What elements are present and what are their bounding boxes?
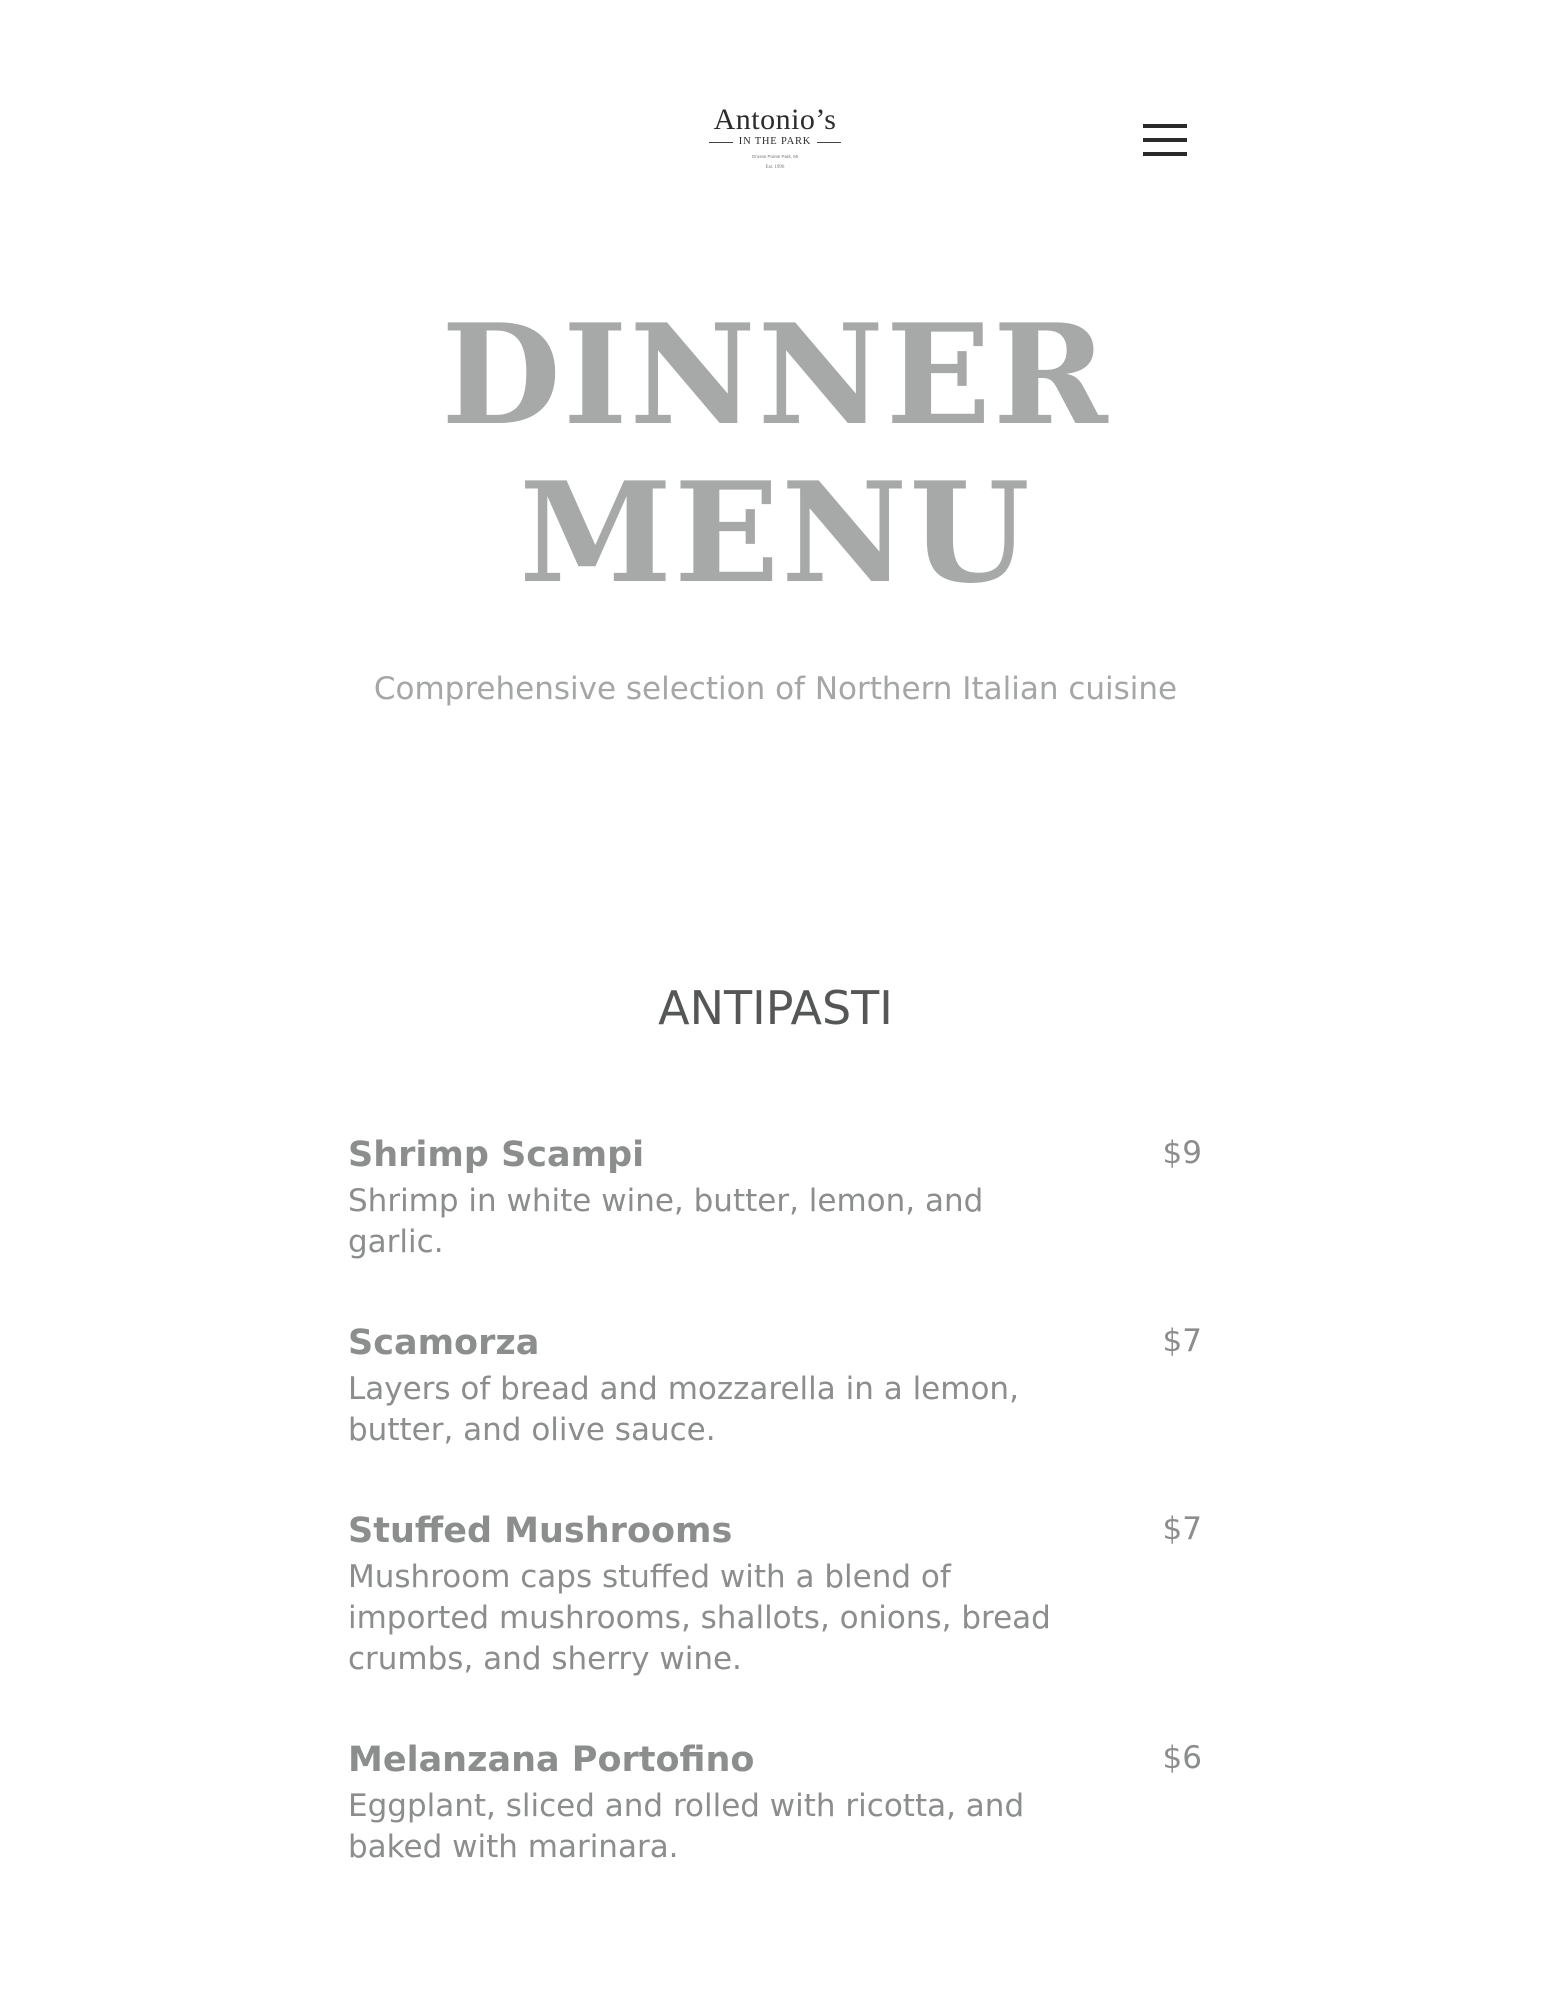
menu-item (348, 1507, 1202, 1680)
logo-divider-right (817, 142, 841, 143)
logo-subtitle-row (690, 136, 860, 148)
menu-item-name: Melanzana Portofino (348, 1740, 755, 1780)
page-subtitle: Comprehensive selection of Northern Italian cuisine (373, 671, 1178, 707)
menu-item-name: Stuffed Mushrooms (348, 1511, 733, 1551)
menu-icon-bar (1143, 124, 1187, 128)
menu-item-name: Shrimp Scampi (348, 1135, 645, 1175)
menu-item-price: $6 (1162, 1740, 1202, 1776)
page-title (0, 293, 1551, 614)
menu-item-description: Layers of bread and mozzarella in a lemon, butter, and olive sauce. (348, 1371, 1019, 1448)
hamburger-menu-icon[interactable] (1143, 124, 1187, 156)
restaurant-logo[interactable] (690, 105, 860, 171)
menu-item-name: Scamorza (348, 1323, 540, 1363)
menu-icon-bar (1143, 152, 1187, 156)
menu-item (348, 1319, 1202, 1451)
menu-item (348, 1736, 1202, 1868)
logo-divider-left (709, 142, 733, 143)
logo-name: Antonio’s (713, 103, 837, 136)
page-title-line-2: MENU (519, 451, 1032, 614)
logo-subtitle: IN THE PARK (738, 136, 812, 147)
menu-item-price: $9 (1162, 1135, 1202, 1171)
menu-item (348, 1131, 1202, 1263)
menu-item-description: Mushroom caps stuffed with a blend of imported mushrooms, shallots, onions, bread crumbs, and sherry wine. (348, 1559, 1051, 1677)
menu-icon-bar (1143, 138, 1187, 142)
menu-item-list (348, 1131, 1202, 1868)
logo-address: Grosse Pointe Park, MI (751, 154, 799, 159)
logo-established: Est. 1996 (765, 165, 785, 170)
menu-item-description: Shrimp in white wine, butter, lemon, and garlic. (348, 1183, 984, 1260)
section-title: ANTIPASTI (658, 981, 893, 1035)
menu-item-price: $7 (1162, 1511, 1202, 1547)
menu-item-description: Eggplant, sliced and rolled with ricotta, and baked with marinara. (348, 1788, 1025, 1865)
page-title-line-1: DINNER (441, 293, 1110, 456)
menu-item-price: $7 (1162, 1323, 1202, 1359)
